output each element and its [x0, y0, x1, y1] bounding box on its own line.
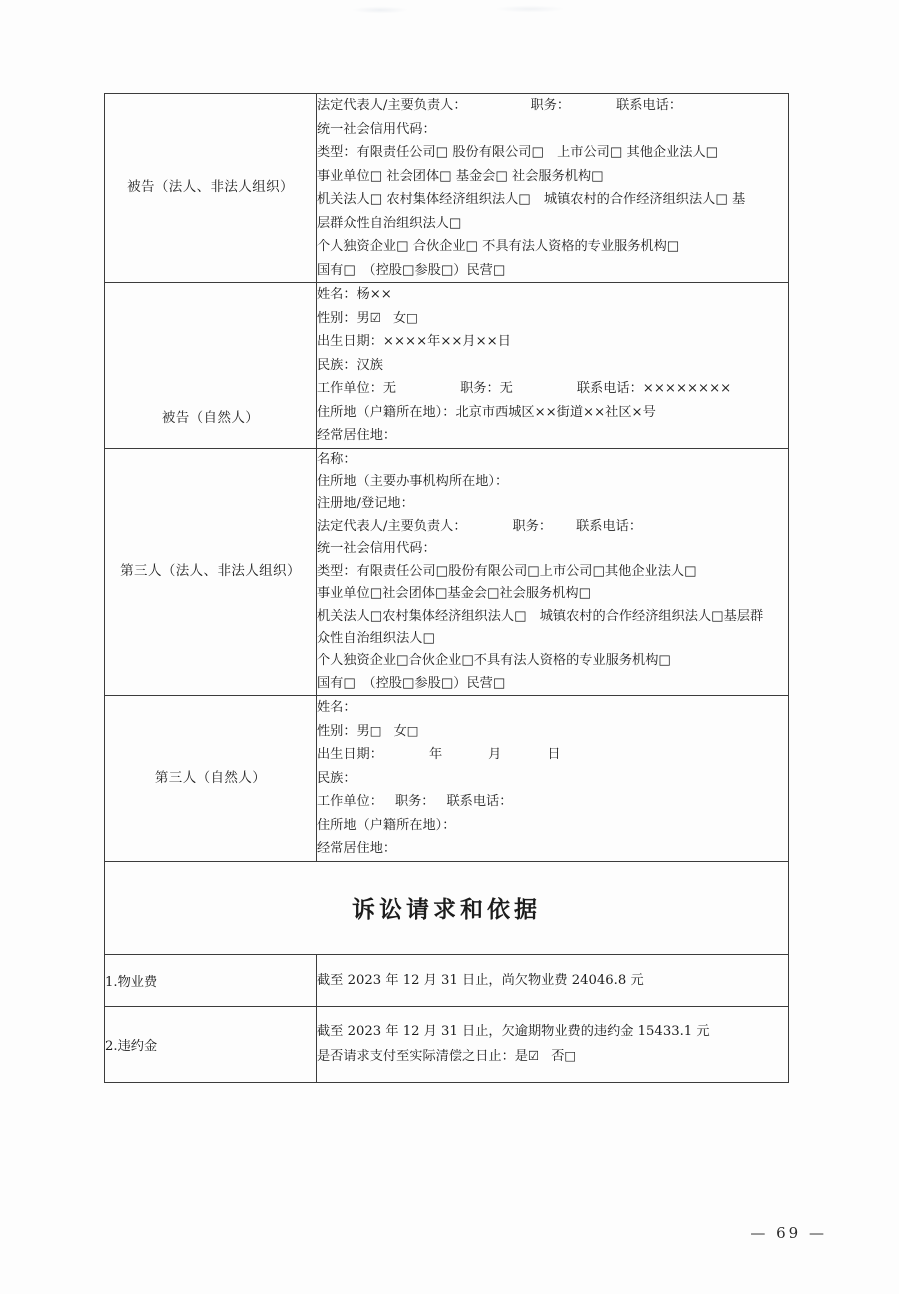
line-residence: 住所地（户籍所在地）： [317, 817, 456, 833]
gender-female-label: 女 [392, 310, 407, 326]
line-type-4: 层群众性自治组织法人□ [317, 215, 462, 231]
line-employer [317, 790, 788, 814]
line-type-5: 个人独资企业□ 合伙企业□ 不具有法人资格的专业服务机构□ [317, 239, 680, 254]
line-ethnicity: 民族：汉族 [317, 357, 383, 373]
employer-label: 工作单位： [317, 794, 383, 810]
line-entity-address: 住所地（主要办事机构所在地）： [317, 473, 509, 489]
position-label: 职务：无 [460, 381, 513, 396]
until-settlement-no-label: 否 [551, 1049, 565, 1065]
claim-line-penalty-amount: 截至 2023 年 12 月 31 日止，欠逾期物业费的违约金 15433.1 元 [317, 1024, 710, 1040]
section-title-cell [105, 861, 789, 954]
line-name: 姓名：杨×× [317, 287, 392, 302]
row-label-third-party-natural-person: 第三人（自然人） [105, 696, 317, 862]
footer-dash-right: — [809, 1224, 827, 1242]
table-row-defendant-natural-person [105, 283, 789, 449]
position-label: 职务： [512, 518, 553, 534]
line-ethnicity: 民族： [317, 770, 357, 786]
phone-label: 联系电话：×××××××× [576, 381, 732, 396]
month-unit: 月 [488, 747, 502, 763]
until-settlement-yes-label: 是否请求支付至实际清偿之日止：是 [317, 1049, 528, 1065]
legal-rep-label: 法定代表人/主要负责人： [317, 98, 467, 113]
line-employer [317, 377, 788, 401]
gender-female-label: 女 [393, 723, 407, 739]
checkbox-male-checked[interactable]: ☑ [369, 309, 381, 325]
table-row-claim-penalty [105, 1006, 789, 1082]
checkbox-female-empty[interactable]: □ [406, 309, 418, 325]
line-type-3: 机关法人□农村集体经济组织法人□ 城镇农村的合作经济组织法人□基层群 [317, 608, 764, 624]
position-label: 职务： [394, 794, 435, 810]
gender-male-label: 性别：男 [317, 723, 370, 739]
line-habitual-residence: 经常居住地： [317, 841, 397, 857]
position-label: 职务： [530, 98, 571, 113]
line-residence: 住所地（户籍所在地）：北京市西城区××街道××社区×号 [317, 404, 656, 420]
line-ownership: 国有□ （控股□参股□）民营□ [317, 675, 506, 691]
section-title-text: 诉讼请求和依据 [352, 897, 541, 924]
line-gender [317, 307, 788, 331]
phone-label: 联系电话： [616, 98, 683, 113]
table-row-section-title [105, 861, 789, 954]
table-row-claim-property-fee [105, 954, 789, 1006]
phone-label: 联系电话： [446, 794, 513, 810]
line-type-2: 事业单位□社会团体□基金会□社会服务机构□ [317, 586, 592, 602]
checkbox-female-empty[interactable]: □ [406, 722, 419, 738]
claim-line-property-fee-amount: 截至 2023 年 12 月 31 日止，尚欠物业费 24046.8 元 [317, 972, 644, 988]
birthdate-label: 出生日期： [317, 747, 383, 763]
scan-artifact [350, 4, 650, 18]
table-row-defendant-legal-entity [105, 94, 789, 283]
legal-rep-label: 法定代表人/主要负责人： [317, 518, 467, 534]
day-unit: 日 [547, 747, 561, 763]
claim-body-penalty [317, 1006, 789, 1082]
row-label-defendant-natural-person: 被告（自然人） [105, 283, 317, 449]
line-type-4: 众性自治组织法人□ [317, 631, 435, 646]
line-registration-place: 注册地/登记地： [317, 496, 414, 512]
line-type-1: 类型：有限责任公司□ 股份有限公司□ 上市公司□ 其他企业法人□ [317, 145, 719, 160]
page-number: 69 [776, 1224, 802, 1242]
line-type-3: 机关法人□ 农村集体经济组织法人□ 城镇农村的合作经济组织法人□ 基 [317, 192, 746, 207]
checkbox-no-empty[interactable]: □ [564, 1048, 577, 1064]
line-type-2: 事业单位□ 社会团体□ 基金会□ 社会服务机构□ [317, 168, 604, 184]
phone-label: 联系电话： [576, 518, 643, 534]
claim-line-penalty-until-settlement [317, 1044, 788, 1069]
line-entity-name: 名称： [317, 451, 357, 467]
row-label-third-party-legal-entity: 第三人（法人、非法人组织） [105, 448, 317, 696]
row-label-defendant-legal-entity: 被告（法人、非法人组织） [105, 94, 317, 283]
claim-label-property-fee: 1.物业费 [105, 954, 317, 1006]
row-body-third-party-legal-entity [317, 448, 789, 696]
checkbox-male-empty[interactable]: □ [369, 722, 382, 738]
claim-body-property-fee [317, 954, 789, 1006]
line-name: 姓名： [317, 700, 357, 716]
checkbox-yes-checked[interactable]: ☑ [528, 1048, 540, 1064]
line-birthdate: 出生日期：××××年××月××日 [317, 334, 511, 349]
line-credit-code: 统一社会信用代码： [317, 121, 436, 137]
row-body-defendant-legal-entity [317, 94, 789, 283]
line-type-1: 类型：有限责任公司□股份有限公司□上市公司□其他企业法人□ [317, 563, 697, 579]
page-footer [750, 1224, 827, 1242]
table-row-third-party-natural-person [105, 696, 789, 862]
gender-male-label: 性别：男 [317, 310, 370, 326]
line-type-5: 个人独资企业□合伙企业□不具有法人资格的专业服务机构□ [317, 653, 671, 669]
litigation-form-table [104, 93, 789, 1083]
employer-label: 工作单位：无 [317, 381, 397, 396]
line-gender [317, 720, 788, 744]
claim-label-penalty: 2.违约金 [105, 1006, 317, 1082]
year-unit: 年 [428, 747, 443, 763]
footer-dash-left: — [750, 1224, 769, 1242]
table-row-third-party-legal-entity [105, 448, 789, 696]
line-credit-code: 统一社会信用代码： [317, 541, 436, 557]
row-body-defendant-natural-person [317, 283, 789, 449]
line-legal-rep [317, 516, 788, 538]
line-ownership: 国有□ （控股□参股□）民营□ [317, 262, 506, 278]
line-legal-rep [317, 94, 788, 118]
line-habitual-residence: 经常居住地： [317, 428, 397, 443]
line-birthdate [317, 743, 788, 767]
row-body-third-party-natural-person [317, 696, 789, 862]
